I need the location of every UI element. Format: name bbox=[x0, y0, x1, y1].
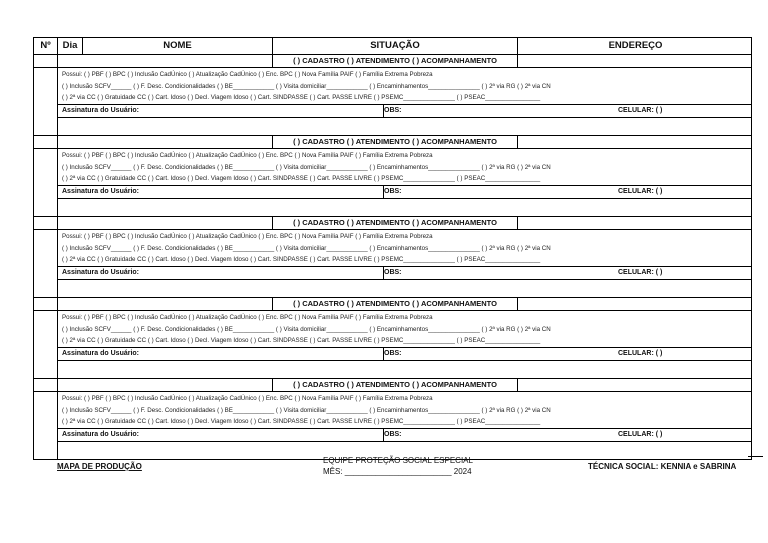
record-block bbox=[33, 136, 752, 217]
signature-row bbox=[58, 185, 751, 199]
services-line-1[interactable]: Possui: ( ) PBF ( ) BPC ( ) Inclusão CadÚnico ( ) Atualização CadÚnico ( ) Enc. BPC ( ) Nova Família PAIF ( ) Família Extrema Pobreza bbox=[62, 395, 433, 402]
assinatura-label: Assinatura do Usuário: bbox=[62, 188, 140, 195]
corner-rule bbox=[748, 456, 763, 457]
num-cell[interactable] bbox=[34, 379, 58, 391]
services-line-2[interactable]: ( ) Inclusão SCFV______ ( ) F. Desc. Condicionalidades ( ) BE____________ ( ) Visita domiciliar____________ ( ) Encaminhamentos_______________ ( ) 2ª via RG ( ) 2ª via CN bbox=[62, 326, 551, 333]
services-line-1[interactable]: Possui: ( ) PBF ( ) BPC ( ) Inclusão CadÚnico ( ) Atualização CadÚnico ( ) Enc. BPC ( ) Nova Família PAIF ( ) Família Extrema Pobreza bbox=[62, 71, 433, 78]
signature-row bbox=[58, 347, 751, 361]
services-line-2[interactable]: ( ) Inclusão SCFV______ ( ) F. Desc. Condicionalidades ( ) BE____________ ( ) Visita domiciliar____________ ( ) Encaminhamentos_______________ ( ) 2ª via RG ( ) 2ª via CN bbox=[62, 164, 551, 171]
footer-center bbox=[323, 455, 473, 477]
dia-nome-cell[interactable] bbox=[58, 136, 273, 148]
assinatura-label: Assinatura do Usuário: bbox=[62, 107, 140, 114]
record-block bbox=[33, 379, 752, 460]
situacao-options[interactable]: ( ) CADASTRO ( ) ATENDIMENTO ( ) ACOMPANHAMENTO bbox=[273, 217, 518, 229]
dia-nome-cell[interactable] bbox=[58, 379, 273, 391]
num-cell[interactable] bbox=[34, 55, 58, 67]
dia-nome-cell[interactable] bbox=[58, 298, 273, 310]
services-line-2[interactable]: ( ) Inclusão SCFV______ ( ) F. Desc. Condicionalidades ( ) BE____________ ( ) Visita domiciliar____________ ( ) Encaminhamentos_______________ ( ) 2ª via RG ( ) 2ª via CN bbox=[62, 245, 551, 252]
signature-row bbox=[58, 266, 751, 280]
services-line-2[interactable]: ( ) Inclusão SCFV______ ( ) F. Desc. Condicionalidades ( ) BE____________ ( ) Visita domiciliar____________ ( ) Encaminhamentos_______________ ( ) 2ª via RG ( ) 2ª via CN bbox=[62, 407, 551, 414]
num-cell[interactable] bbox=[34, 298, 58, 310]
record-details bbox=[57, 311, 751, 378]
celular-label: CELULAR: ( ) bbox=[618, 188, 663, 195]
record-details bbox=[57, 230, 751, 297]
services-line-1[interactable]: Possui: ( ) PBF ( ) BPC ( ) Inclusão CadÚnico ( ) Atualização CadÚnico ( ) Enc. BPC ( ) Nova Família PAIF ( ) Família Extrema Pobreza bbox=[62, 152, 433, 159]
record-details bbox=[57, 149, 751, 216]
header-dia: Dia bbox=[58, 38, 83, 54]
obs-label: OBS: bbox=[384, 431, 402, 438]
record-details bbox=[57, 68, 751, 135]
header-situacao: SITUAÇÃO bbox=[273, 38, 518, 54]
header-num: Nº bbox=[34, 38, 58, 54]
services-line-2[interactable]: ( ) Inclusão SCFV______ ( ) F. Desc. Condicionalidades ( ) BE____________ ( ) Visita domiciliar____________ ( ) Encaminhamentos_______________ ( ) 2ª via RG ( ) 2ª via CN bbox=[62, 83, 551, 90]
assinatura-label: Assinatura do Usuário: bbox=[62, 431, 140, 438]
num-cell[interactable] bbox=[34, 217, 58, 229]
dia-nome-cell[interactable] bbox=[58, 217, 273, 229]
services-line-1[interactable]: Possui: ( ) PBF ( ) BPC ( ) Inclusão CadÚnico ( ) Atualização CadÚnico ( ) Enc. BPC ( ) Nova Família PAIF ( ) Família Extrema Pobreza bbox=[62, 233, 433, 240]
header-nome: NOME bbox=[83, 38, 273, 54]
dia-nome-cell[interactable] bbox=[58, 55, 273, 67]
production-sheet bbox=[33, 37, 752, 460]
record-block bbox=[33, 298, 752, 379]
situacao-options[interactable]: ( ) CADASTRO ( ) ATENDIMENTO ( ) ACOMPANHAMENTO bbox=[273, 298, 518, 310]
record-block bbox=[33, 55, 752, 136]
services-line-1[interactable]: Possui: ( ) PBF ( ) BPC ( ) Inclusão CadÚnico ( ) Atualização CadÚnico ( ) Enc. BPC ( ) Nova Família PAIF ( ) Família Extrema Pobreza bbox=[62, 314, 433, 321]
obs-label: OBS: bbox=[384, 188, 402, 195]
services-line-3[interactable]: ( ) 2ª via CC ( ) Gratuidade CC ( ) Cart. Idoso ( ) Decl. Viagem Idoso ( ) Cart. SINDPASSE ( ) Cart. PASSE LIVRE ( ) PSEMC_______________ ( ) PSEAC________________ bbox=[62, 94, 541, 101]
services-line-3[interactable]: ( ) 2ª via CC ( ) Gratuidade CC ( ) Cart. Idoso ( ) Decl. Viagem Idoso ( ) Cart. SINDPASSE ( ) Cart. PASSE LIVRE ( ) PSEMC_______________ ( ) PSEAC________________ bbox=[62, 175, 541, 182]
services-line-3[interactable]: ( ) 2ª via CC ( ) Gratuidade CC ( ) Cart. Idoso ( ) Decl. Viagem Idoso ( ) Cart. SINDPASSE ( ) Cart. PASSE LIVRE ( ) PSEMC_______________ ( ) PSEAC________________ bbox=[62, 337, 541, 344]
obs-label: OBS: bbox=[384, 107, 402, 114]
footer-title: MAPA DE PRODUÇÃO bbox=[57, 462, 142, 471]
num-cell[interactable] bbox=[34, 136, 58, 148]
services-line-3[interactable]: ( ) 2ª via CC ( ) Gratuidade CC ( ) Cart. Idoso ( ) Decl. Viagem Idoso ( ) Cart. SINDPASSE ( ) Cart. PASSE LIVRE ( ) PSEMC_______________ ( ) PSEAC________________ bbox=[62, 256, 541, 263]
signature-row bbox=[58, 104, 751, 118]
signature-row bbox=[58, 428, 751, 442]
celular-label: CELULAR: ( ) bbox=[618, 107, 663, 114]
footer-mes: MÊS: ________________________ 2024 bbox=[323, 467, 472, 476]
header-endereco: ENDEREÇO bbox=[608, 40, 663, 51]
record-block bbox=[33, 217, 752, 298]
celular-label: CELULAR: ( ) bbox=[618, 431, 663, 438]
footer-tecnica: TÉCNICA SOCIAL: KENNIA e SABRINA bbox=[588, 462, 737, 471]
celular-label: CELULAR: ( ) bbox=[618, 269, 663, 276]
situacao-options[interactable]: ( ) CADASTRO ( ) ATENDIMENTO ( ) ACOMPANHAMENTO bbox=[273, 379, 518, 391]
assinatura-label: Assinatura do Usuário: bbox=[62, 269, 140, 276]
situacao-options[interactable]: ( ) CADASTRO ( ) ATENDIMENTO ( ) ACOMPANHAMENTO bbox=[273, 136, 518, 148]
services-line-3[interactable]: ( ) 2ª via CC ( ) Gratuidade CC ( ) Cart. Idoso ( ) Decl. Viagem Idoso ( ) Cart. SINDPASSE ( ) Cart. PASSE LIVRE ( ) PSEMC_______________ ( ) PSEAC________________ bbox=[62, 418, 541, 425]
assinatura-label: Assinatura do Usuário: bbox=[62, 350, 140, 357]
table-header bbox=[33, 37, 752, 55]
celular-label: CELULAR: ( ) bbox=[618, 350, 663, 357]
footer-equipe: EQUIPE PROTEÇÃO SOCIAL ESPECIAL bbox=[323, 456, 473, 465]
record-details bbox=[57, 392, 751, 459]
obs-label: OBS: bbox=[384, 350, 402, 357]
obs-label: OBS: bbox=[384, 269, 402, 276]
situacao-options[interactable]: ( ) CADASTRO ( ) ATENDIMENTO ( ) ACOMPANHAMENTO bbox=[273, 55, 518, 67]
